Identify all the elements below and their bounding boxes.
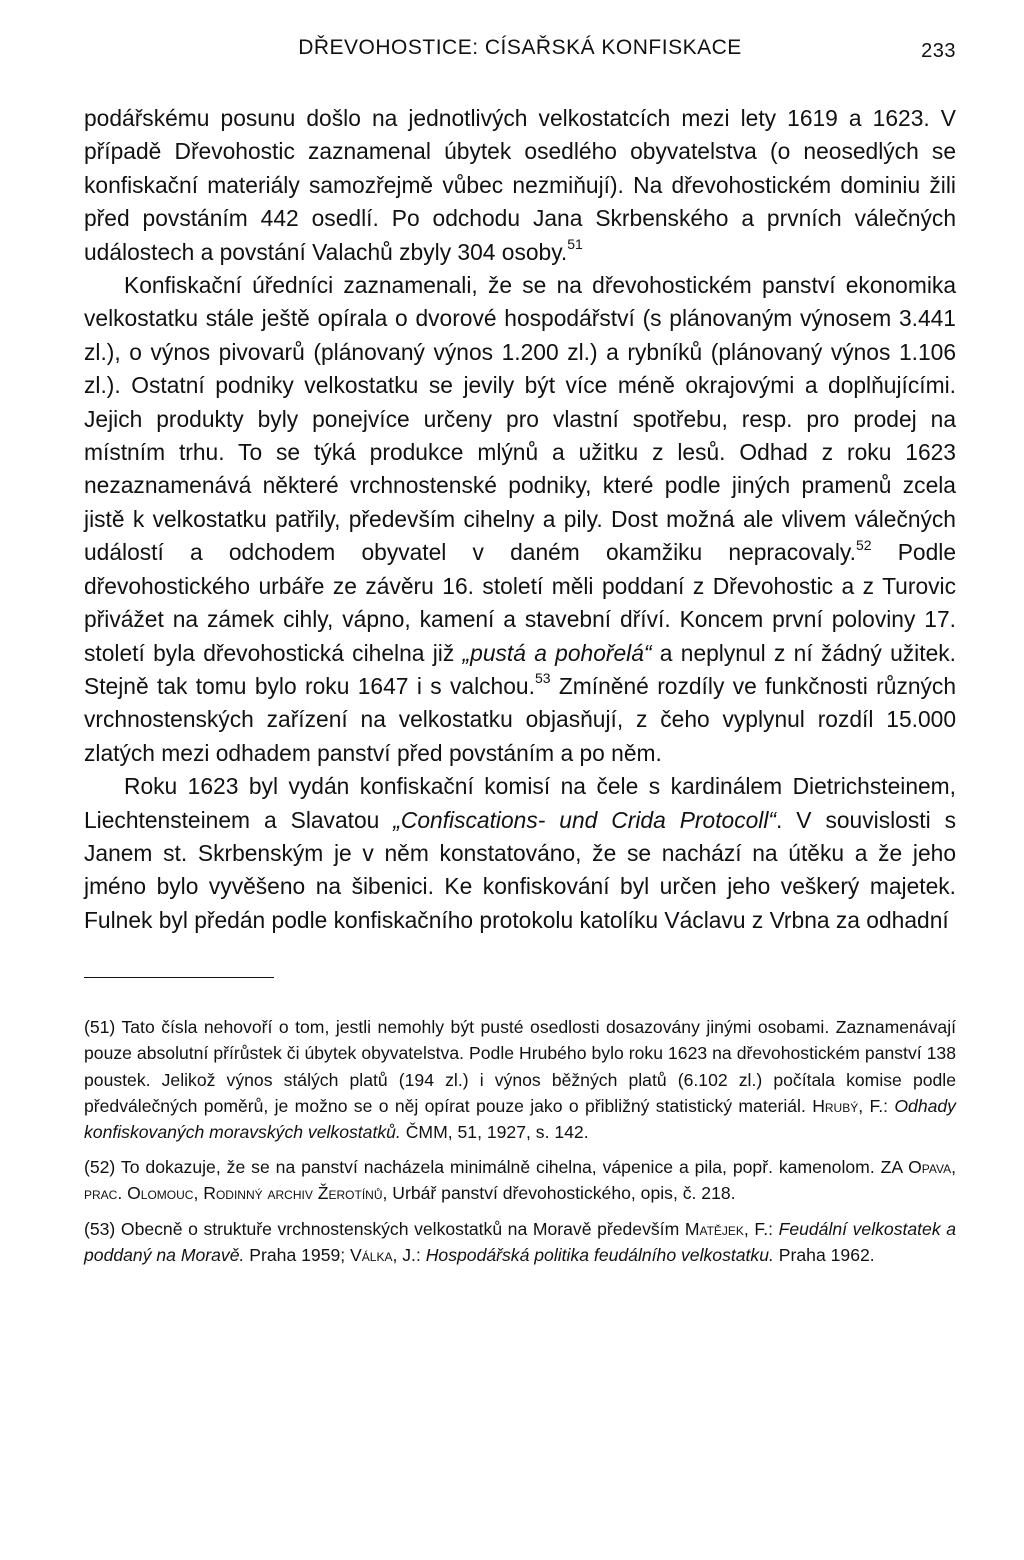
paragraph-3-part-b: . V souvislosti s Janem st. Skrbenským je v něm konstatováno, že se nachází na útěku a že jeho jméno bylo vyvěšeno na šibenici. Ke konfiskování byl určen jeho veškerý majetek. Fulnek byl předán podle konfiskačního protokolu katolíku Václavu z Vrbna za odhadní xyxy=(84,806,956,933)
footnote-51-text-a: Tato čísla nehovoří o tom, jestli nemohly být pusté osedlosti dosazovány jinými osobami. Zaznamenávají pouze absolutní přírůstek či úbytek obyvatelstva. Podle Hrubého bylo roku 1623 na dřevohostickém panství 138 poustek. Jelikož výnos stálých platů (194 zl.) i výnos běžných platů (6.102 zl.) počítala komise podle předválečných poměrů, je možno se o něj opírat pouze jako o přibližný statistický materiál. xyxy=(84,1017,956,1116)
footnote-53-author-1: Matějek, F. xyxy=(684,1218,769,1239)
paragraph-1 xyxy=(84,102,956,269)
footnote-53-separator-1: : xyxy=(768,1218,779,1239)
footnote-53-author-2: Válka, J. xyxy=(350,1244,416,1265)
footnote-51-separator: : xyxy=(883,1095,895,1116)
footnote-53-title-1: Feudální velkostatek a poddaný na Moravě. xyxy=(84,1218,957,1265)
footnote-52-archive: ZA Opava, prac. Olomouc, Rodinný archiv Žerotínů xyxy=(84,1157,956,1204)
footnote-ref-52: 52 xyxy=(855,536,872,553)
running-header xyxy=(84,28,956,72)
paragraph-3-part-a: Roku 1623 byl vydán konfiskační komisí na čele s kardinálem Dietrichsteinem, Liechtensteinem a Slavatou xyxy=(84,773,956,833)
main-text xyxy=(84,102,956,937)
footnotes xyxy=(84,1014,956,1268)
footnote-53-text-b: Praha 1959; xyxy=(244,1244,351,1265)
footnote-51 xyxy=(84,1014,956,1145)
paragraph-1-text: podářskému posunu došlo na jednotlivých velkostatcích mezi lety 1619 a 1623. V případě Dřevohostic zaznamenal úbytek osedlého obyvatelstva (o neosedlých se konfiskační materiály samozřejmě vůbec nezmiňují). Na dřevohostickém dominiu žili před povstáním 442 osedlí. Po odchodu Jana Skrbenského a prvních válečných událostech a povstání Valachů zbyly 304 osoby. xyxy=(84,105,956,265)
page-number: 233 xyxy=(921,40,956,62)
footnote-53-title-2: Hospodářská politika feudálního velkostatku. xyxy=(425,1244,774,1265)
footnote-51-title: Odhady konfiskovaných moravských velkostatků. xyxy=(84,1095,956,1142)
footnote-53-number: (53) xyxy=(84,1218,116,1239)
paragraph-2-part-c: a neplynul z ní žádný užitek. Stejně tak tomu bylo roku 1647 i s valchou. xyxy=(84,639,956,699)
paragraph-2 xyxy=(84,269,956,770)
paragraph-2-part-a: Konfiskační úředníci zaznamenali, že se na dřevohostickém panství ekonomika velkostatku stále ještě opírala o dvorové hospodářství (s plánovaným výnosem 3.441 zl.), o výnos pivovarů (plánovaný výnos 1.200 zl.) a rybníků (plánovaný výnos 1.106 zl.). Ostatní podniky velkostatku se jevily být více méně okrajovými a doplňujícími. Jejich produkty byly ponejvíce určeny pro vlastní spotřebu, resp. pro prodej na místním trhu. To se týká produkce mlýnů a užitku z lesů. Odhad z roku 1623 nezaznamenává některé vrchnostenské podniky, které podle jiných pramenů zcela jistě k velkostatku patřily, především cihelny a pily. Dost možná ale vlivem válečných událostí a odchodem obyvatel v daném okamžiku nepracovaly. xyxy=(84,272,956,566)
quote-pusta-a-pohorela: „pustá a pohořelá“ xyxy=(462,639,652,666)
footnote-ref-51: 51 xyxy=(567,236,583,253)
footnote-51-number: (51) xyxy=(84,1017,116,1038)
footnote-51-author: Hrubý, F. xyxy=(812,1095,884,1116)
footnote-52-text-a: To dokazuje, že se na panství nacházela minimálně cihelna, vápenice a pila, popř. kamenolom. xyxy=(115,1157,881,1178)
footnote-53 xyxy=(84,1216,956,1268)
running-title: DŘEVOHOSTICE: CÍSAŘSKÁ KONFISKACE xyxy=(298,36,742,59)
footnote-52 xyxy=(84,1154,956,1206)
paragraph-2-part-b: Podle dřevohostického urbáře ze závěru 16. století měli poddaní z Dřevohostic a z Turovic přivážet na zámek cihly, vápno, kamení a stavební dříví. Koncem první poloviny 17. století byla dřevohostická cihelna již xyxy=(84,539,956,666)
footnote-53-text-a: Obecně o struktuře vrchnostenských velkostatků na Moravě především xyxy=(115,1218,685,1239)
footnote-53-text-c: Praha 1962. xyxy=(773,1244,875,1265)
footnote-52-text-b: , Urbář panství dřevohostického, opis, č. 218. xyxy=(382,1183,736,1204)
paragraph-2-part-d: Zmíněné rozdíly ve funkčnosti různých vrchnostenských zařízení na velkostatku objasňují, z čeho vyplynul rozdíl 15.000 zlatých mezi odhadem panství před povstáním a po něm. xyxy=(84,672,957,766)
footnote-separator xyxy=(84,977,274,978)
paragraph-3 xyxy=(84,770,956,937)
quote-confiscations-protocoll: „Confiscations- und Crida Protocoll“ xyxy=(393,806,777,833)
footnote-53-separator-2: : xyxy=(415,1244,426,1265)
footnote-52-number: (52) xyxy=(84,1157,116,1178)
book-page xyxy=(84,28,956,1277)
footnote-51-text-b: ČMM, 51, 1927, s. 142. xyxy=(400,1121,589,1142)
footnote-ref-53: 53 xyxy=(534,670,551,687)
